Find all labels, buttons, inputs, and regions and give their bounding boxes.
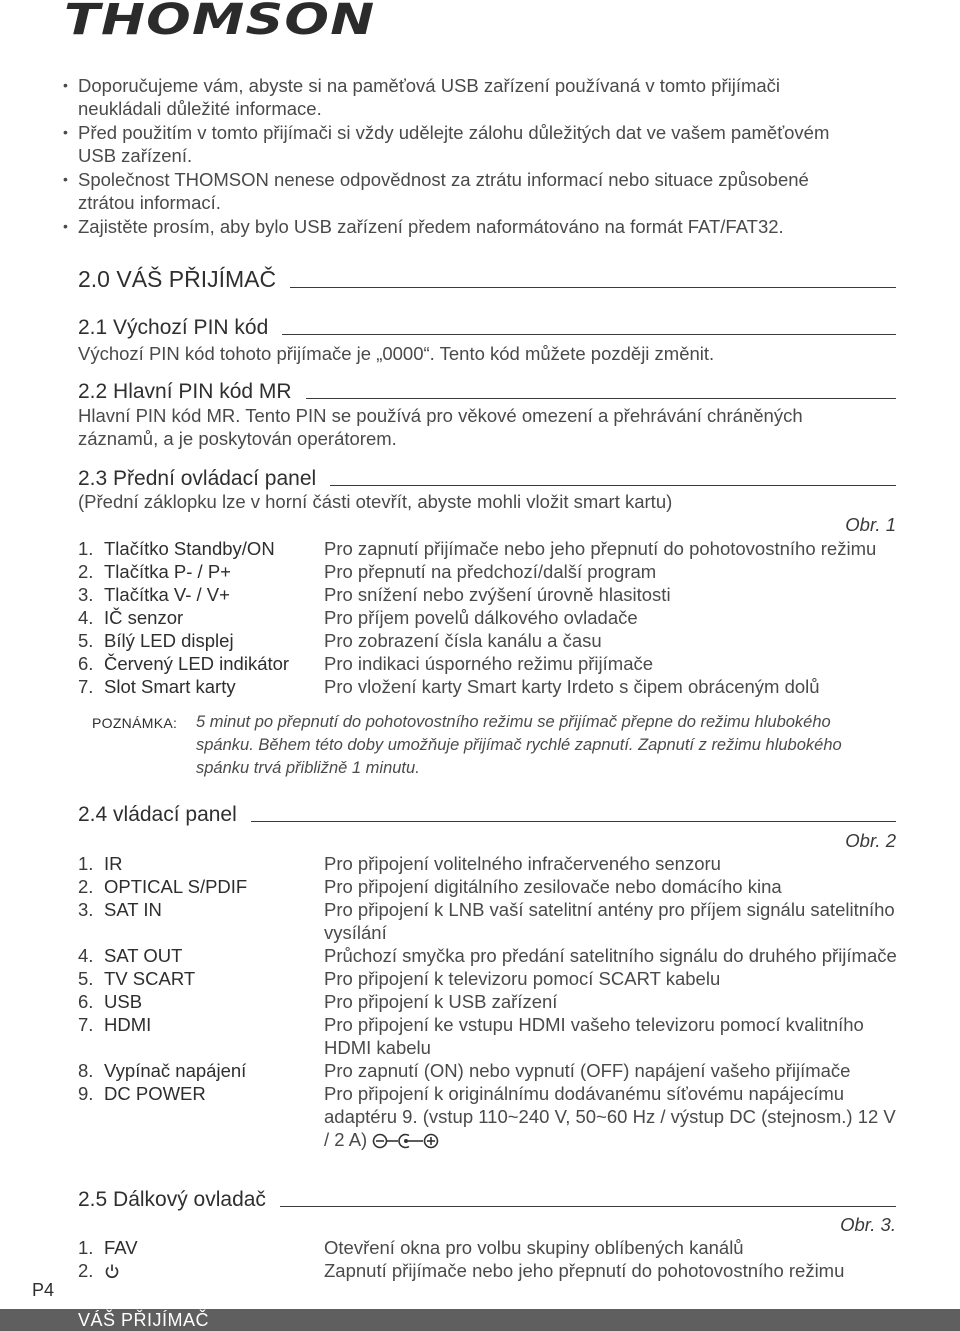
section-heading-2-1 bbox=[78, 316, 896, 340]
list-item bbox=[78, 629, 908, 652]
note-text: 5 minut po přepnutí do pohotovostního režimu se přijímač přepne do režimu hlubokého spánku. Během této doby umožňuje přijímač rychlé zapnutí. Zapnutí z režimu hlubokého spánku trvá přibližně 1 minutu. bbox=[196, 713, 842, 777]
heading-rule bbox=[290, 287, 896, 288]
item-desc: Pro snížení nebo zvýšení úrovně hlasitosti bbox=[324, 584, 671, 605]
item-number: 2. bbox=[78, 1260, 94, 1281]
section-title: 2.5 Dálkový ovladač bbox=[78, 1188, 266, 1211]
figure-label: Obr. 3. bbox=[840, 1214, 896, 1235]
item-number: 2. bbox=[78, 561, 94, 582]
bullet-dot-icon: • bbox=[63, 171, 68, 187]
item-desc: Pro zapnutí (ON) nebo vypnutí (OFF) napájení vašeho přijímače bbox=[324, 1060, 851, 1081]
item-name: IR bbox=[104, 853, 123, 874]
bullet-text: Doporučujeme vám, abyste si na paměťová USB zařízení používaná v tomto přijímači neukládali důležité informace. bbox=[78, 75, 781, 119]
item-name: SAT OUT bbox=[104, 945, 183, 966]
item-name: TV SCART bbox=[104, 968, 196, 989]
list-item bbox=[78, 1059, 908, 1082]
item-desc: Zapnutí přijímače nebo jeho přepnutí do pohotovostního režimu bbox=[324, 1260, 845, 1281]
item-name bbox=[104, 1259, 324, 1282]
item-desc: Pro připojení k USB zařízení bbox=[324, 991, 558, 1012]
figure-label: Obr. 2 bbox=[845, 830, 896, 851]
heading-rule bbox=[280, 1206, 896, 1207]
list-item bbox=[78, 1236, 908, 1259]
item-number: 6. bbox=[78, 653, 94, 674]
page-number: P4 bbox=[32, 1280, 55, 1300]
item-number: 7. bbox=[78, 676, 94, 697]
section-title: 2.2 Hlavní PIN kód MR bbox=[78, 380, 292, 403]
bullet-text: Zajistěte prosím, aby bylo USB zařízení předem naformátováno na formát FAT/FAT32. bbox=[78, 216, 784, 237]
item-desc: Pro indikaci úsporného režimu přijímače bbox=[324, 653, 654, 674]
thomson-logo: THOMSON bbox=[64, 0, 376, 45]
section-title: 2.4 vládací panel bbox=[78, 803, 237, 826]
item-desc: Otevření okna pro volbu skupiny oblíbených kanálů bbox=[324, 1237, 744, 1258]
section-heading-2-0 bbox=[78, 266, 896, 293]
footer-bar bbox=[0, 1309, 960, 1331]
item-desc: Pro zobrazení čísla kanálu a času bbox=[324, 630, 602, 651]
list-item bbox=[78, 944, 908, 967]
item-number: 1. bbox=[78, 538, 94, 559]
item-desc: Pro připojení digitálního zesilovače nebo domácího kina bbox=[324, 876, 782, 897]
section-text-2-2: Hlavní PIN kód MR. Tento PIN se používá pro věkové omezení a přehrávání chráněných záznamů, a je poskytován operátorem. bbox=[78, 405, 803, 449]
section-heading-2-5 bbox=[78, 1188, 896, 1212]
bullet-text: Společnost THOMSON nenese odpovědnost za ztrátu informací nebo situace způsobené ztrátou informací. bbox=[78, 169, 809, 213]
remote-list bbox=[78, 1236, 908, 1282]
list-item bbox=[78, 606, 908, 629]
list-item bbox=[78, 652, 908, 675]
section-text-2-1: Výchozí PIN kód tohoto přijímače je „0000“. Tento kód můžete později změnit. bbox=[78, 343, 715, 364]
dc-polarity-icon bbox=[371, 1132, 441, 1150]
item-number: 5. bbox=[78, 630, 94, 651]
item-name: USB bbox=[104, 991, 143, 1012]
list-item bbox=[78, 675, 908, 698]
heading-rule bbox=[306, 398, 896, 399]
item-desc: Pro připojení volitelného infračerveného senzoru bbox=[324, 853, 721, 874]
item-number: 1. bbox=[78, 853, 94, 874]
item-number: 6. bbox=[78, 991, 94, 1012]
item-name: Červený LED indikátor bbox=[104, 653, 290, 674]
item-name: IČ senzor bbox=[104, 607, 184, 628]
list-item bbox=[78, 990, 908, 1013]
heading-rule bbox=[282, 334, 896, 335]
item-name: Bílý LED displej bbox=[104, 630, 234, 651]
list-item bbox=[78, 1082, 908, 1151]
list-item bbox=[78, 537, 908, 560]
list-item bbox=[78, 898, 908, 944]
item-number: 3. bbox=[78, 899, 94, 920]
item-desc: Pro zapnutí přijímače nebo jeho přepnutí do pohotovostního režimu bbox=[324, 538, 877, 559]
bullet-list bbox=[63, 74, 898, 239]
list-item bbox=[78, 560, 908, 583]
section-title: 2.1 Výchozí PIN kód bbox=[78, 316, 269, 339]
power-icon bbox=[104, 1263, 120, 1279]
note-box bbox=[92, 711, 882, 780]
bullet-item bbox=[63, 168, 898, 214]
rear-panel-list bbox=[78, 852, 908, 1151]
item-number: 7. bbox=[78, 1014, 94, 1035]
item-desc: Pro přepnutí na předchozí/další program bbox=[324, 561, 657, 582]
heading-rule bbox=[330, 485, 896, 486]
item-name: FAV bbox=[104, 1237, 138, 1258]
item-number: 3. bbox=[78, 584, 94, 605]
item-name: Tlačítka P- / P+ bbox=[104, 561, 231, 582]
heading-rule bbox=[251, 821, 896, 822]
footer-section-title: VÁŠ PŘIJÍMAČ bbox=[78, 1310, 210, 1330]
item-name: DC POWER bbox=[104, 1083, 206, 1104]
bullet-item bbox=[63, 215, 898, 238]
section-heading-2-3 bbox=[78, 467, 896, 491]
item-number: 4. bbox=[78, 945, 94, 966]
list-item bbox=[78, 967, 908, 990]
list-item bbox=[78, 1259, 908, 1282]
section-text-2-3: (Přední záklopku lze v horní části otevřít, abyste mohli vložit smart kartu) bbox=[78, 491, 673, 512]
list-item bbox=[78, 1013, 908, 1059]
item-number: 5. bbox=[78, 968, 94, 989]
item-desc: Pro připojení k televizoru pomocí SCART kabelu bbox=[324, 968, 721, 989]
section-heading-2-2 bbox=[78, 380, 896, 404]
bullet-dot-icon: • bbox=[63, 77, 68, 93]
item-name: HDMI bbox=[104, 1014, 152, 1035]
item-desc bbox=[324, 1082, 908, 1151]
bullet-dot-icon: • bbox=[63, 218, 68, 234]
item-name: Vypínač napájení bbox=[104, 1060, 247, 1081]
item-desc: Pro připojení ke vstupu HDMI vašeho televizoru pomocí kvalitního HDMI kabelu bbox=[324, 1014, 864, 1058]
list-item bbox=[78, 852, 908, 875]
item-number: 2. bbox=[78, 876, 94, 897]
bullet-dot-icon: • bbox=[63, 124, 68, 140]
bullet-text: Před použitím v tomto přijímači si vždy udělejte zálohu důležitých dat ve vašem paměťovém USB zařízení. bbox=[78, 122, 830, 166]
list-item bbox=[78, 875, 908, 898]
figure-label: Obr. 1 bbox=[845, 514, 896, 535]
bullet-item bbox=[63, 74, 898, 120]
item-number: 8. bbox=[78, 1060, 94, 1081]
item-desc: Pro vložení karty Smart karty Irdeto s čipem obráceným dolů bbox=[324, 676, 820, 697]
section-title: 2.0 VÁŠ PŘIJÍMAČ bbox=[78, 266, 277, 292]
item-desc: Pro příjem povelů dálkového ovladače bbox=[324, 607, 638, 628]
item-number: 1. bbox=[78, 1237, 94, 1258]
item-name: Tlačítka V- / V+ bbox=[104, 584, 230, 605]
item-desc: Pro připojení k LNB vaší satelitní antény pro příjem signálu satelitního vysílání bbox=[324, 899, 895, 943]
note-label: POZNÁMKA: bbox=[92, 715, 178, 731]
bullet-item bbox=[63, 121, 898, 167]
item-name: Slot Smart karty bbox=[104, 676, 236, 697]
item-number: 4. bbox=[78, 607, 94, 628]
list-item bbox=[78, 583, 908, 606]
item-name: SAT IN bbox=[104, 899, 162, 920]
item-name: OPTICAL S/PDIF bbox=[104, 876, 248, 897]
item-number: 9. bbox=[78, 1083, 94, 1104]
item-name: Tlačítko Standby/ON bbox=[104, 538, 275, 559]
section-heading-2-4 bbox=[78, 803, 896, 827]
item-desc: Průchozí smyčka pro předání satelitního signálu do druhého přijímače bbox=[324, 945, 897, 966]
front-panel-list bbox=[78, 537, 908, 698]
section-title: 2.3 Přední ovládací panel bbox=[78, 467, 317, 490]
item-desc-text: Pro připojení k originálnímu dodávanému síťovému napájecímu adaptéru 9. (vstup 110~240 V, 50~60 Hz / výstup DC (stejnosm.) 12 V / 2 A) bbox=[324, 1083, 896, 1150]
